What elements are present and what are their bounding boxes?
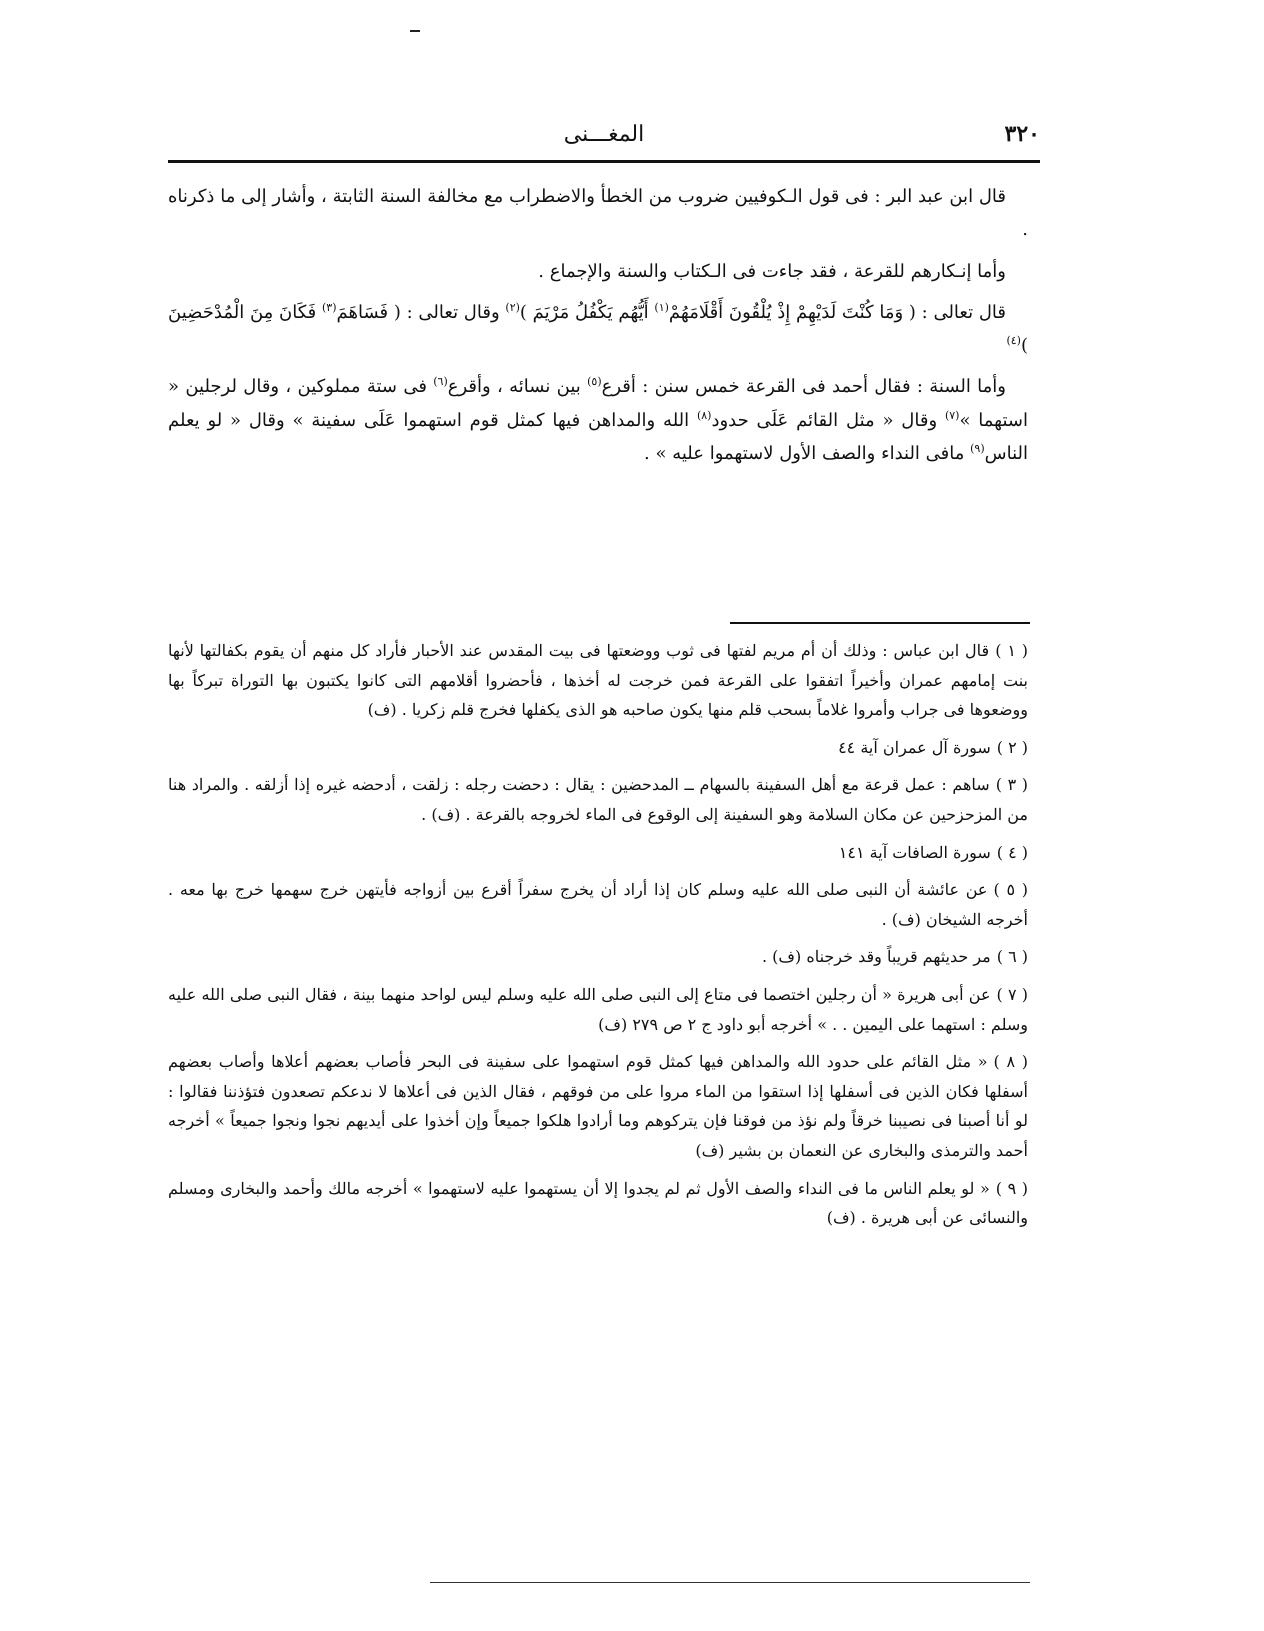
footnote-ref-5: (٥): [587, 375, 602, 389]
footnote-number: ( ١ ): [995, 641, 1029, 660]
footnote-text: « مثل القائم على حدود الله والمداهن فيها كمثل قوم استهموا على سفينة فى البحر فأصاب بعضهم أعلاها وأصاب بعضهم أسفلها فكان الذين فى أسفلها إذا استقوا من الماء مروا على من فوقهم ، فقال الذين فى أعلاها لا ندعكم تصعدون فتؤذننا فقالوا : لو أنا أصبنا فى نصيبنا خرقاً ولم نؤذ من فوقنا فإن يتركوهم وما أرادوا هلكوا جميعاً وإن أخذوا على أيديهم نجوا ونجوا جميعاً » أخرجه أحمد والترمذى والبخارى عن النعمان بن بشير (ف): [168, 1052, 1028, 1160]
footnote: [168, 875, 1028, 934]
quran-quote-2-end: فَكَانَ مِنَ الْمُدْحَضِينَ ): [168, 301, 1028, 357]
footnote-text: عن عائشة أن النبى صلى الله عليه وسلم كان إذا أراد أن يخرج سفراً أقرع بين أزواجه فأيتهن خرج سهمها خرج بها معه . أخرجه الشيخان (ف) .: [168, 880, 1028, 929]
footnote-text: سورة آل عمران آية ٤٤: [838, 737, 991, 757]
footnote-number: ( ٤ ): [996, 842, 1028, 862]
footnote-number: ( ٢ ): [996, 737, 1028, 757]
footnote: [168, 980, 1028, 1039]
sunnah-text-e: الله والمداهن فيها كمثل قوم استهموا عَلَى سفينة » وقال « لو يعلم الناس: [168, 409, 1028, 465]
footnote-number: ( ٧ ): [996, 984, 1029, 1004]
sunnah-text-f: مافى النداء والصف الأول لاستهموا عليه » .: [644, 443, 971, 465]
footnote-ref-4: (٤): [1006, 334, 1021, 348]
footnote-text: عن أبى هريرة « أن رجلين اختصما فى متاع إلى النبى صلى الله عليه وسلم ليس لواحد منهما بينة ، فقال النبى صلى الله عليه وسلم : استهما على اليمين . . » أخرجه أبو داود ج ٢ ص ٢٧٩ (ف): [168, 984, 1028, 1034]
running-title: المغـــنى: [563, 121, 645, 147]
footnote-number: ( ٦ ): [996, 947, 1028, 967]
sunnah-text-b: بين نسائه ، وأقرع: [447, 376, 588, 398]
footnote-text: ساهم : عمل قرعة مع أهل السفينة بالسهام ــ المدحضين : يقال : دحضت رجله : زلقت ، أدحضه غيره إذا أزلقه . والمراد هنا من المزحزحين عن مكان السلامة وهو السفينة إلى الوقوع فى الماء لخروجه بالقرعة . (ف) .: [168, 775, 1028, 824]
footnote-text: سورة الصافات آية ١٤١: [838, 842, 991, 862]
footnote-number: ( ٩ ): [995, 1178, 1029, 1198]
footnote: [168, 636, 1028, 725]
quran-quote-2: وقال تعالى : ( فَسَاهَمَ: [336, 301, 506, 323]
footnote-text: قال ابن عباس : وذلك أن أم مريم لفتها فى ثوب ووضعتها فى بيت المقدس عند الأحبار فأراد كل منهم أن يقوم بكفالتها لأنها بنت إمامهم عمران وأخيراً اتفقوا على القرعة فمن خرجت له أخذها ، فأحضروا أقلامهم التى كانوا يكتبون بها التوراة تبركاً بها ووضعوها فى جراب وأمروا غلاماً بسحب قلم منها يكون صاحبه هو الذى يكفلها فخرج قلم زكريا . (ف): [168, 641, 1028, 720]
footnote-ref-8: (٨): [696, 408, 712, 422]
footnote-ref-2: (٢): [505, 300, 520, 314]
footnote-number: ( ٨ ): [993, 1052, 1029, 1072]
footnote-ref-9: (٩): [970, 442, 985, 456]
paragraph-2: وأما إنـكارهم للقرعة ، فقد جاءت فى الـكتاب والسنة والإجماع .: [538, 260, 1006, 282]
footnote-separator: [730, 622, 1030, 624]
footnote: [168, 942, 1028, 972]
quran-quote-1: قال تعالى : ( وَمَا كُنْتَ لَدَيْهِمْ إِذْ يُلْقُونَ أَقْلَامَهُمْ: [668, 301, 1007, 323]
footnote-ref-7: (٧): [944, 408, 960, 422]
footnotes: [168, 636, 1028, 1241]
sunnah-text-c: فى ستة مملوكين ، وقال لرجلين « استهما »: [168, 376, 1028, 431]
quran-quote-1-end: أَيُّهُم يَكْفُلُ مَرْيَمَ ): [519, 301, 655, 323]
footnote: [168, 733, 1028, 763]
footnote-text: مر حديثهم قريباً وقد خرجناه (ف) .: [761, 947, 991, 967]
footnote-ref-3: (٣): [322, 300, 337, 314]
footnote-number: ( ٥ ): [993, 880, 1029, 900]
footnote-ref-1: (١): [654, 300, 669, 314]
footnote-number: ( ٣ ): [995, 775, 1029, 795]
header-rule: [168, 160, 1040, 163]
footnote: [168, 1047, 1028, 1165]
footnote: [168, 770, 1028, 829]
footnote-text: « لو يعلم الناس ما فى النداء والصف الأول ثم لم يجدوا إلا أن يستهموا عليه لاستهموا » أخرجه مالك وأحمد والبخارى ومسلم والنسائى عن أبى هريرة . (ف): [168, 1178, 1028, 1228]
scan-mark: [410, 30, 420, 32]
bottom-rule: [430, 1582, 1030, 1583]
footnote-ref-6: (٦): [433, 375, 448, 389]
paragraph-1: قال ابن عبد البر : فى قول الـكوفيين ضروب من الخطأ والاضطراب مع مخالفة السنة الثابتة ، وأشار إلى ما ذكرناه .: [168, 186, 1028, 241]
paragraph-4: [168, 370, 1028, 470]
page-header: [168, 112, 1040, 156]
paragraph-3: [168, 296, 1028, 363]
footnote: [168, 838, 1028, 868]
main-text: [168, 180, 1028, 478]
sunnah-text-d: وقال « مثل القائم عَلَى حدود: [711, 409, 945, 431]
page-number: ٣٢٠: [1004, 121, 1040, 147]
sunnah-text-a: وأما السنة : فقال أحمد فى القرعة خمس سنن : أقرع: [601, 376, 1006, 398]
footnote: [168, 1174, 1028, 1233]
